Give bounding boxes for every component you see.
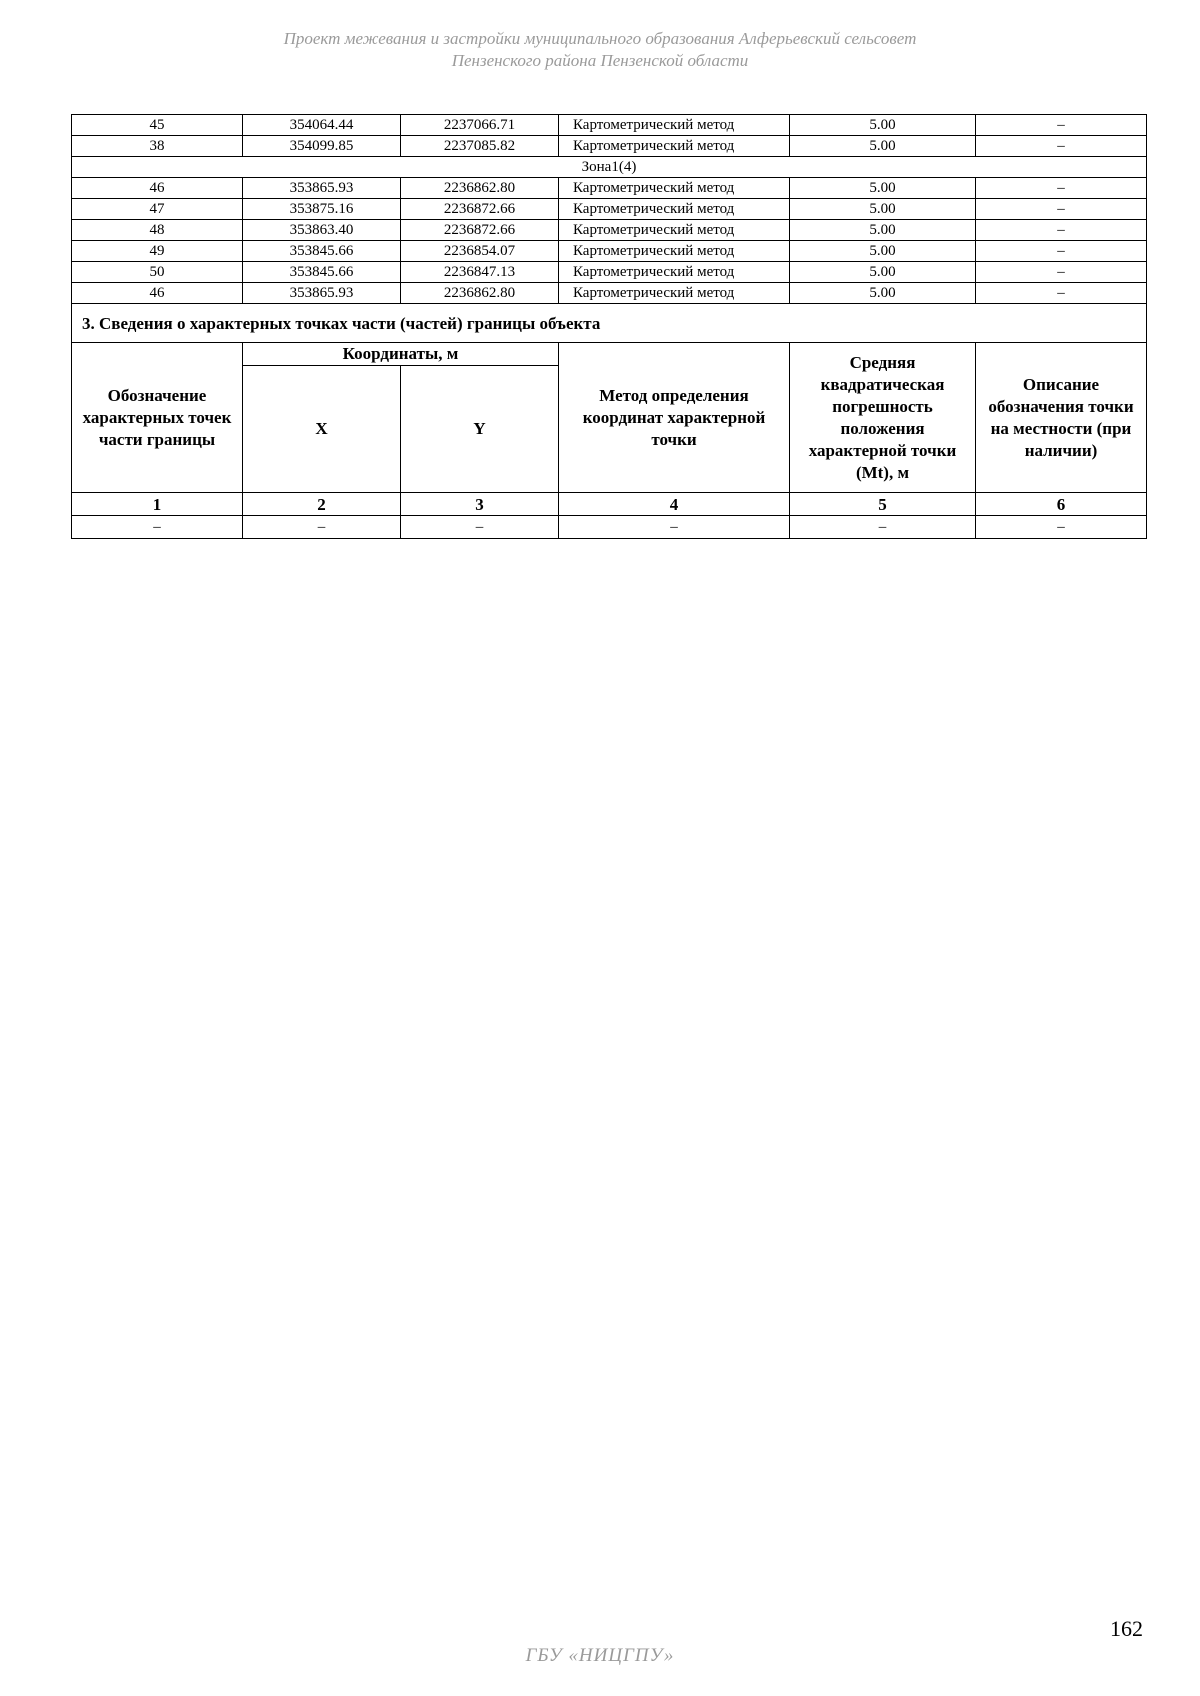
header-row-1 xyxy=(72,343,1147,366)
col-x-header: X xyxy=(243,366,401,493)
header-line-2: Пензенского района Пензенской области xyxy=(451,51,749,70)
col-error-header: Средняя квадратическая погрешность положения характерной точки (Mt), м xyxy=(790,343,976,493)
header-line-1: Проект межевания и застройки муниципального образования Алферьевский сельсовет xyxy=(283,29,917,48)
table-row: 46 353865.93 2236862.80 Картометрический метод 5.00 – xyxy=(72,283,1147,304)
col-designation-header: Обозначение характерных точек части границы xyxy=(72,343,243,493)
table-row: 48 353863.40 2236872.66 Картометрический метод 5.00 – xyxy=(72,220,1147,241)
page-number: 162 xyxy=(1110,1616,1143,1641)
section-title-row xyxy=(72,304,1147,343)
col-desc-header: Описание обозначения точки на местности (при наличии) xyxy=(976,343,1147,493)
document-footer: ГБУ «НИЦГПУ» xyxy=(525,1645,675,1666)
table-row: 47 353875.16 2236872.66 Картометрический метод 5.00 – xyxy=(72,199,1147,220)
zone-row xyxy=(72,157,1147,178)
table-row: 45 354064.44 2237066.71 Картометрический метод 5.00 – xyxy=(72,115,1147,136)
section-3-title: 3. Сведения о характерных точках части (частей) границы объекта xyxy=(72,304,1147,343)
empty-row: – – – – – – xyxy=(72,516,1147,539)
col-method-header: Метод определения координат характерной точки xyxy=(559,343,790,493)
zone-label: Зона1(4) xyxy=(72,157,1147,178)
table-row: 50 353845.66 2236847.13 Картометрический метод 5.00 – xyxy=(72,262,1147,283)
table-row: 38 354099.85 2237085.82 Картометрический метод 5.00 – xyxy=(72,136,1147,157)
col-coords-header: Координаты, м xyxy=(243,343,559,366)
column-numbers-row: 1 2 3 4 5 6 xyxy=(72,493,1147,516)
document-header xyxy=(0,28,1200,72)
table-row: 49 353845.66 2236854.07 Картометрический метод 5.00 – xyxy=(72,241,1147,262)
col-y-header: Y xyxy=(401,366,559,493)
table-row: 46 353865.93 2236862.80 Картометрический метод 5.00 – xyxy=(72,178,1147,199)
coordinates-table xyxy=(71,114,1147,539)
